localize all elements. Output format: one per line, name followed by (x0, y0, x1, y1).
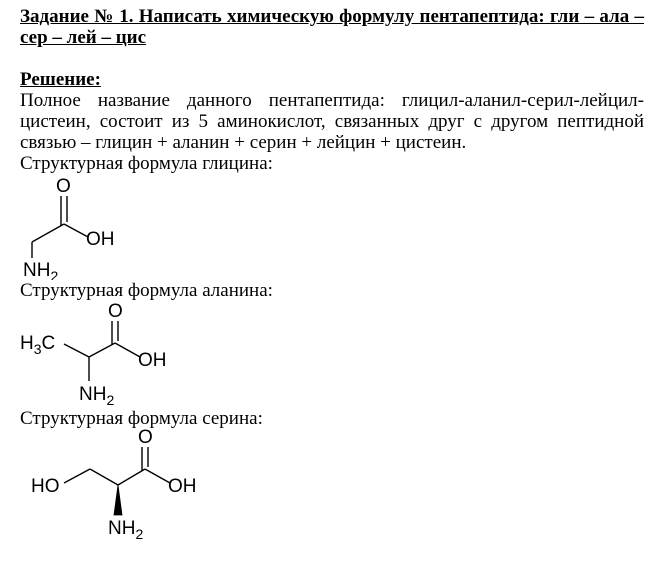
serine-structure (20, 429, 240, 549)
serine-bond-cb-ca (90, 469, 118, 485)
serine-atom-ho: HO (31, 476, 60, 497)
glycine-atom-oh: OH (86, 229, 115, 250)
glycine-atom-o: O (56, 176, 71, 197)
glycine-bond-c-oh (64, 224, 88, 237)
serine-atom-nh-sub: 2 (135, 526, 144, 542)
alanine-atom-oh: OH (138, 350, 167, 371)
alanine-atom-h: H (20, 333, 34, 354)
serine-bond-c-oh (145, 469, 170, 483)
serine-atom-o: O (138, 429, 153, 448)
serine-bond-ho-cb (64, 469, 90, 483)
task-title: Задание № 1. Написать химическую формулу пентапептида: гли – ала – сер – лей – цис (20, 6, 644, 48)
solution-paragraph: Полное название данного пентапептида: глицил-аланил-серил-лейцил-цистеин, состоит из 5 аминокислот, связанных друг с другом пептидной связью – глицин + аланин + серин + лейцин + цистеин. (20, 90, 644, 153)
document-page (20, 6, 644, 549)
alanine-atom-o: O (108, 301, 123, 322)
glycine-atom-nh-main: NH (23, 260, 51, 280)
alanine-atom-c: C (41, 333, 56, 354)
glycine-caption: Структурная формула глицина: (20, 153, 273, 174)
alanine-atom-nh (79, 384, 114, 408)
serine-atom-nh-main: NH (108, 518, 136, 539)
solution-heading: Решение: (20, 69, 101, 90)
serine-wedge-bond-ca-n (114, 485, 122, 515)
alanine-atom-h3c (20, 333, 55, 357)
alanine-atom-nh-sub: 2 (106, 392, 115, 408)
alanine-caption: Структурная формула аланина: (20, 280, 273, 301)
alanine-structure (20, 301, 220, 408)
serine-atom-nh (108, 518, 143, 542)
glycine-bond-c-ca (32, 224, 64, 242)
alanine-bond-ca-c (89, 343, 115, 357)
glycine-structure (20, 174, 220, 280)
serine-bond-ca-c (118, 469, 145, 485)
alanine-atom-nh-main: NH (79, 384, 107, 405)
alanine-atom-h-sub: 3 (33, 341, 42, 357)
serine-caption: Структурная формула серина: (20, 408, 263, 429)
glycine-atom-nh-sub: 2 (50, 268, 59, 280)
alanine-bond-ch3-ca (64, 344, 89, 357)
serine-atom-oh: OH (168, 476, 197, 497)
glycine-atom-nh (23, 260, 58, 280)
alanine-bond-c-oh (115, 343, 140, 357)
